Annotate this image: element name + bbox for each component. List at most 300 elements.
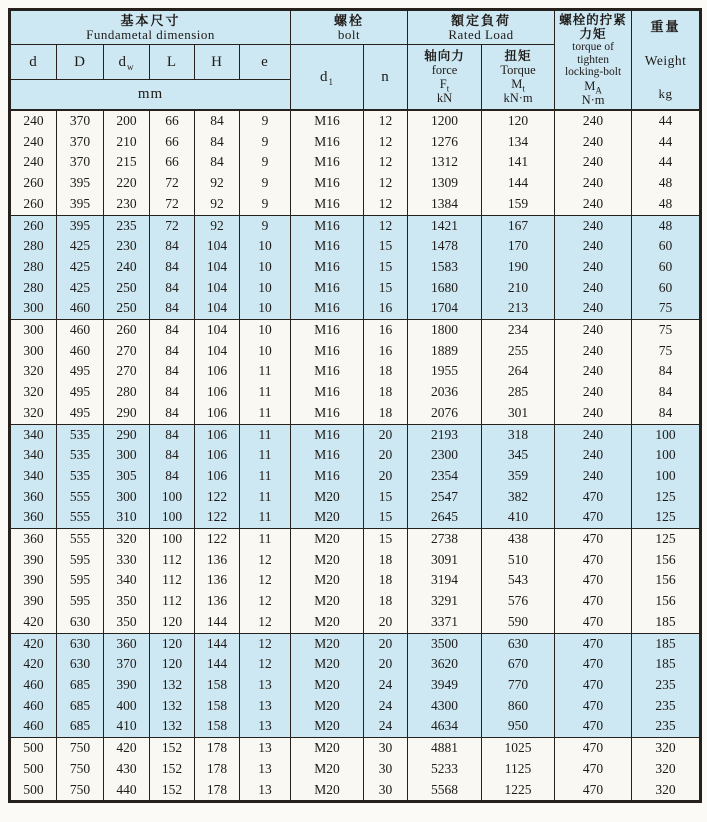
cell: 230	[104, 194, 150, 215]
cell: 240	[555, 194, 632, 215]
cell: 260	[10, 194, 57, 215]
cell: 240	[555, 466, 632, 487]
cell: 92	[195, 173, 240, 194]
table-row	[10, 341, 701, 362]
cell: 430	[104, 759, 150, 780]
cell: 750	[57, 759, 104, 780]
cell: 104	[195, 257, 240, 278]
cell: 12	[240, 550, 291, 571]
cell: M16	[291, 382, 364, 403]
header-weight	[632, 10, 701, 111]
table-row	[10, 298, 701, 319]
cell: 144	[195, 612, 240, 633]
cell: 1478	[408, 236, 482, 257]
cell: 1200	[408, 110, 482, 132]
table-row	[10, 424, 701, 445]
cell: 84	[150, 445, 195, 466]
cell: 555	[57, 507, 104, 528]
cell: 630	[482, 633, 555, 654]
cell: 510	[482, 550, 555, 571]
header-basic-dimensions	[10, 10, 291, 45]
cell: 120	[150, 612, 195, 633]
cell: 340	[10, 424, 57, 445]
cell: 1276	[408, 132, 482, 153]
cell: 1680	[408, 278, 482, 299]
cell: M16	[291, 194, 364, 215]
cell: 100	[150, 487, 195, 508]
cell: 84	[632, 403, 701, 424]
cell: 320	[104, 529, 150, 550]
table-row	[10, 612, 701, 633]
cell: 400	[104, 696, 150, 717]
cell: 420	[104, 738, 150, 759]
cell: 320	[632, 759, 701, 780]
cell: 66	[150, 152, 195, 173]
cell: 11	[240, 382, 291, 403]
cell: 190	[482, 257, 555, 278]
cell: 555	[57, 529, 104, 550]
cell: 11	[240, 403, 291, 424]
cell: 235	[632, 716, 701, 737]
cell: 122	[195, 507, 240, 528]
cell: 1312	[408, 152, 482, 173]
cell: 420	[10, 633, 57, 654]
cell: 84	[195, 132, 240, 153]
cell: 1704	[408, 298, 482, 319]
header-tighten-en3: locking-bolt	[564, 66, 622, 79]
table-row	[10, 236, 701, 257]
table-row	[10, 675, 701, 696]
table-row	[10, 215, 701, 236]
cell: 15	[364, 487, 408, 508]
cell: M20	[291, 550, 364, 571]
cell: 300	[10, 320, 57, 341]
cell: 260	[10, 215, 57, 236]
cell: 240	[555, 215, 632, 236]
cell: M20	[291, 654, 364, 675]
col-header-L: L	[150, 45, 195, 80]
cell: 305	[104, 466, 150, 487]
cell: 685	[57, 696, 104, 717]
cell: 11	[240, 445, 291, 466]
table-row	[10, 529, 701, 550]
cell: M16	[291, 445, 364, 466]
cell: 100	[150, 529, 195, 550]
cell: 144	[195, 633, 240, 654]
cell: 18	[364, 382, 408, 403]
cell: M16	[291, 320, 364, 341]
cell: 470	[555, 507, 632, 528]
cell: 410	[104, 716, 150, 737]
cell: 84	[150, 341, 195, 362]
cell: 250	[104, 298, 150, 319]
cell: M16	[291, 236, 364, 257]
cell: 460	[10, 675, 57, 696]
cell: 395	[57, 173, 104, 194]
cell: 320	[10, 361, 57, 382]
cell: 215	[104, 152, 150, 173]
cell: 12	[364, 152, 408, 173]
cell: 3194	[408, 570, 482, 591]
cell: 72	[150, 215, 195, 236]
cell: M20	[291, 570, 364, 591]
cell: 13	[240, 675, 291, 696]
cell: 500	[10, 780, 57, 802]
cell: M16	[291, 403, 364, 424]
header-weight-zh: 重量	[650, 19, 681, 34]
cell: 185	[632, 612, 701, 633]
header-tighten-zh1: 螺栓的拧紧	[559, 13, 627, 28]
torque-symbol: $M_t$	[511, 77, 525, 94]
cell: 185	[632, 633, 701, 654]
cell: 122	[195, 487, 240, 508]
cell: 460	[57, 341, 104, 362]
cell: 470	[555, 550, 632, 571]
table-row	[10, 361, 701, 382]
cell: 72	[150, 173, 195, 194]
table-row	[10, 738, 701, 759]
cell: 1889	[408, 341, 482, 362]
cell: 340	[10, 445, 57, 466]
cell: M20	[291, 507, 364, 528]
cell: 495	[57, 361, 104, 382]
col-header-H: H	[195, 45, 240, 80]
cell: 425	[57, 257, 104, 278]
cell: 84	[195, 110, 240, 132]
cell: 555	[57, 487, 104, 508]
cell: 30	[364, 738, 408, 759]
cell: 11	[240, 507, 291, 528]
cell: M16	[291, 173, 364, 194]
cell: 460	[57, 320, 104, 341]
cell: 136	[195, 550, 240, 571]
cell: 178	[195, 780, 240, 802]
cell: 152	[150, 759, 195, 780]
cell: 20	[364, 654, 408, 675]
col-header-e: e	[240, 45, 291, 80]
cell: 310	[104, 507, 150, 528]
cell: 100	[632, 424, 701, 445]
cell: 264	[482, 361, 555, 382]
cell: 685	[57, 675, 104, 696]
cell: 240	[555, 382, 632, 403]
cell: 24	[364, 675, 408, 696]
cell: M16	[291, 341, 364, 362]
cell: 382	[482, 487, 555, 508]
cell: 240	[555, 424, 632, 445]
cell: 12	[240, 591, 291, 612]
cell: 240	[555, 403, 632, 424]
cell: 390	[104, 675, 150, 696]
header-tighten-symbol: $M_A$	[584, 78, 602, 96]
cell: 470	[555, 780, 632, 802]
cell: 92	[195, 215, 240, 236]
cell: 152	[150, 780, 195, 802]
cell: 104	[195, 298, 240, 319]
cell: 10	[240, 236, 291, 257]
cell: 460	[57, 298, 104, 319]
cell: 18	[364, 361, 408, 382]
cell: 16	[364, 298, 408, 319]
cell: 410	[482, 507, 555, 528]
cell: 234	[482, 320, 555, 341]
cell: 132	[150, 716, 195, 737]
cell: 350	[104, 612, 150, 633]
cell: 106	[195, 382, 240, 403]
cell: 5568	[408, 780, 482, 802]
cell: 290	[104, 424, 150, 445]
cell: 84	[150, 257, 195, 278]
cell: 595	[57, 550, 104, 571]
cell: 280	[104, 382, 150, 403]
cell: 390	[10, 591, 57, 612]
cell: 470	[555, 529, 632, 550]
cell: 1800	[408, 320, 482, 341]
cell: 13	[240, 759, 291, 780]
cell: M16	[291, 132, 364, 153]
cell: 11	[240, 487, 291, 508]
cell: 670	[482, 654, 555, 675]
cell: 104	[195, 236, 240, 257]
cell: 15	[364, 257, 408, 278]
cell: 595	[57, 570, 104, 591]
cell: 12	[240, 570, 291, 591]
header-rated-load	[408, 10, 555, 45]
cell: 159	[482, 194, 555, 215]
cell: 290	[104, 403, 150, 424]
cell: 395	[57, 194, 104, 215]
cell: 240	[10, 152, 57, 173]
cell: 280	[10, 257, 57, 278]
cell: 360	[10, 529, 57, 550]
cell: 84	[150, 298, 195, 319]
cell: 3291	[408, 591, 482, 612]
cell: 395	[57, 215, 104, 236]
cell: 136	[195, 591, 240, 612]
cell: 425	[57, 278, 104, 299]
cell: 125	[632, 507, 701, 528]
cell: 170	[482, 236, 555, 257]
cell: 535	[57, 466, 104, 487]
cell: 15	[364, 507, 408, 528]
cell: 420	[10, 654, 57, 675]
header-rated-load-en: Rated Load	[448, 27, 514, 42]
header-bolt-zh: 螺栓	[334, 13, 365, 28]
cell: M16	[291, 257, 364, 278]
cell: M20	[291, 487, 364, 508]
cell: 44	[632, 110, 701, 132]
cell: 167	[482, 215, 555, 236]
cell: 390	[10, 570, 57, 591]
cell: 20	[364, 612, 408, 633]
cell: 158	[195, 696, 240, 717]
cell: 134	[482, 132, 555, 153]
cell: 2547	[408, 487, 482, 508]
cell: 18	[364, 403, 408, 424]
cell: 210	[104, 132, 150, 153]
cell: 576	[482, 591, 555, 612]
header-bolt	[291, 10, 408, 45]
unit-row-mm: mm	[10, 80, 291, 111]
cell: M20	[291, 633, 364, 654]
cell: 340	[104, 570, 150, 591]
cell: 20	[364, 633, 408, 654]
cell: 141	[482, 152, 555, 173]
cell: 318	[482, 424, 555, 445]
table-row	[10, 110, 701, 132]
cell: 11	[240, 466, 291, 487]
cell: 213	[482, 298, 555, 319]
table-row	[10, 487, 701, 508]
cell: 360	[104, 633, 150, 654]
cell: 104	[195, 320, 240, 341]
cell: 125	[632, 487, 701, 508]
cell: 3620	[408, 654, 482, 675]
table-row	[10, 173, 701, 194]
cell: 75	[632, 320, 701, 341]
cell: 66	[150, 132, 195, 153]
cell: 280	[10, 278, 57, 299]
table-body	[10, 110, 701, 802]
cell: 60	[632, 257, 701, 278]
cell: 495	[57, 403, 104, 424]
cell: 240	[555, 110, 632, 132]
cell: M16	[291, 466, 364, 487]
cell: 685	[57, 716, 104, 737]
cell: 460	[10, 716, 57, 737]
cell: 9	[240, 194, 291, 215]
cell: 390	[10, 550, 57, 571]
cell: 300	[10, 298, 57, 319]
header-tighten-en2: tighten	[577, 53, 610, 66]
cell: M16	[291, 424, 364, 445]
force-symbol: $F_t$	[439, 77, 450, 94]
cell: 320	[10, 403, 57, 424]
cell: 235	[632, 675, 701, 696]
header-bolt-en: bolt	[337, 27, 361, 42]
cell: M20	[291, 591, 364, 612]
cell: 470	[555, 612, 632, 633]
cell: 1125	[482, 759, 555, 780]
cell: 100	[632, 466, 701, 487]
table-row	[10, 696, 701, 717]
cell: 11	[240, 361, 291, 382]
cell: 595	[57, 591, 104, 612]
cell: 495	[57, 382, 104, 403]
cell: 240	[555, 152, 632, 173]
cell: 370	[57, 152, 104, 173]
cell: 3949	[408, 675, 482, 696]
cell: 132	[150, 696, 195, 717]
cell: 9	[240, 152, 291, 173]
cell: 240	[555, 257, 632, 278]
cell: M16	[291, 110, 364, 132]
cell: 66	[150, 110, 195, 132]
cell: 11	[240, 424, 291, 445]
cell: 470	[555, 738, 632, 759]
cell: 535	[57, 424, 104, 445]
cell: 9	[240, 110, 291, 132]
cell: 1309	[408, 173, 482, 194]
cell: 12	[364, 110, 408, 132]
cell: M20	[291, 759, 364, 780]
table-header	[10, 10, 701, 111]
cell: 285	[482, 382, 555, 403]
cell: 136	[195, 570, 240, 591]
table-row	[10, 507, 701, 528]
table-row	[10, 403, 701, 424]
cell: 470	[555, 716, 632, 737]
cell: M16	[291, 278, 364, 299]
cell: 500	[10, 738, 57, 759]
header-tighten-zh2: 力矩	[579, 27, 607, 42]
cell: 12	[240, 633, 291, 654]
cell: 260	[10, 173, 57, 194]
cell: M16	[291, 152, 364, 173]
cell: 1225	[482, 780, 555, 802]
cell: 4881	[408, 738, 482, 759]
cell: 156	[632, 550, 701, 571]
cell: 18	[364, 570, 408, 591]
cell: 590	[482, 612, 555, 633]
cell: 1421	[408, 215, 482, 236]
cell: 10	[240, 298, 291, 319]
cell: 630	[57, 633, 104, 654]
table-row	[10, 152, 701, 173]
cell: M20	[291, 780, 364, 802]
cell: 106	[195, 424, 240, 445]
cell: 320	[632, 738, 701, 759]
cell: 860	[482, 696, 555, 717]
cell: 950	[482, 716, 555, 737]
cell: 112	[150, 550, 195, 571]
cell: M20	[291, 738, 364, 759]
cell: 16	[364, 320, 408, 341]
cell: M20	[291, 716, 364, 737]
cell: 440	[104, 780, 150, 802]
cell: 270	[104, 341, 150, 362]
header-rated-load-zh: 額定負荷	[451, 13, 512, 28]
cell: 13	[240, 716, 291, 737]
table-row	[10, 382, 701, 403]
cell: M20	[291, 696, 364, 717]
cell: 60	[632, 236, 701, 257]
col-header-d1: $d_1$	[291, 45, 364, 111]
cell: 240	[555, 173, 632, 194]
cell: 84	[195, 152, 240, 173]
cell: 10	[240, 278, 291, 299]
cell: 1384	[408, 194, 482, 215]
cell: 240	[555, 132, 632, 153]
cell: 9	[240, 215, 291, 236]
cell: M20	[291, 675, 364, 696]
cell: M20	[291, 529, 364, 550]
table-row	[10, 466, 701, 487]
cell: 500	[10, 759, 57, 780]
cell: 24	[364, 716, 408, 737]
cell: 360	[10, 487, 57, 508]
cell: 2645	[408, 507, 482, 528]
header-basic-dimensions-zh: 基本尺寸	[120, 13, 181, 28]
cell: 420	[10, 612, 57, 633]
cell: 359	[482, 466, 555, 487]
cell: 12	[240, 654, 291, 675]
cell: 120	[150, 633, 195, 654]
cell: 84	[150, 361, 195, 382]
col-header-D: D	[57, 45, 104, 80]
cell: M16	[291, 215, 364, 236]
cell: 84	[150, 382, 195, 403]
